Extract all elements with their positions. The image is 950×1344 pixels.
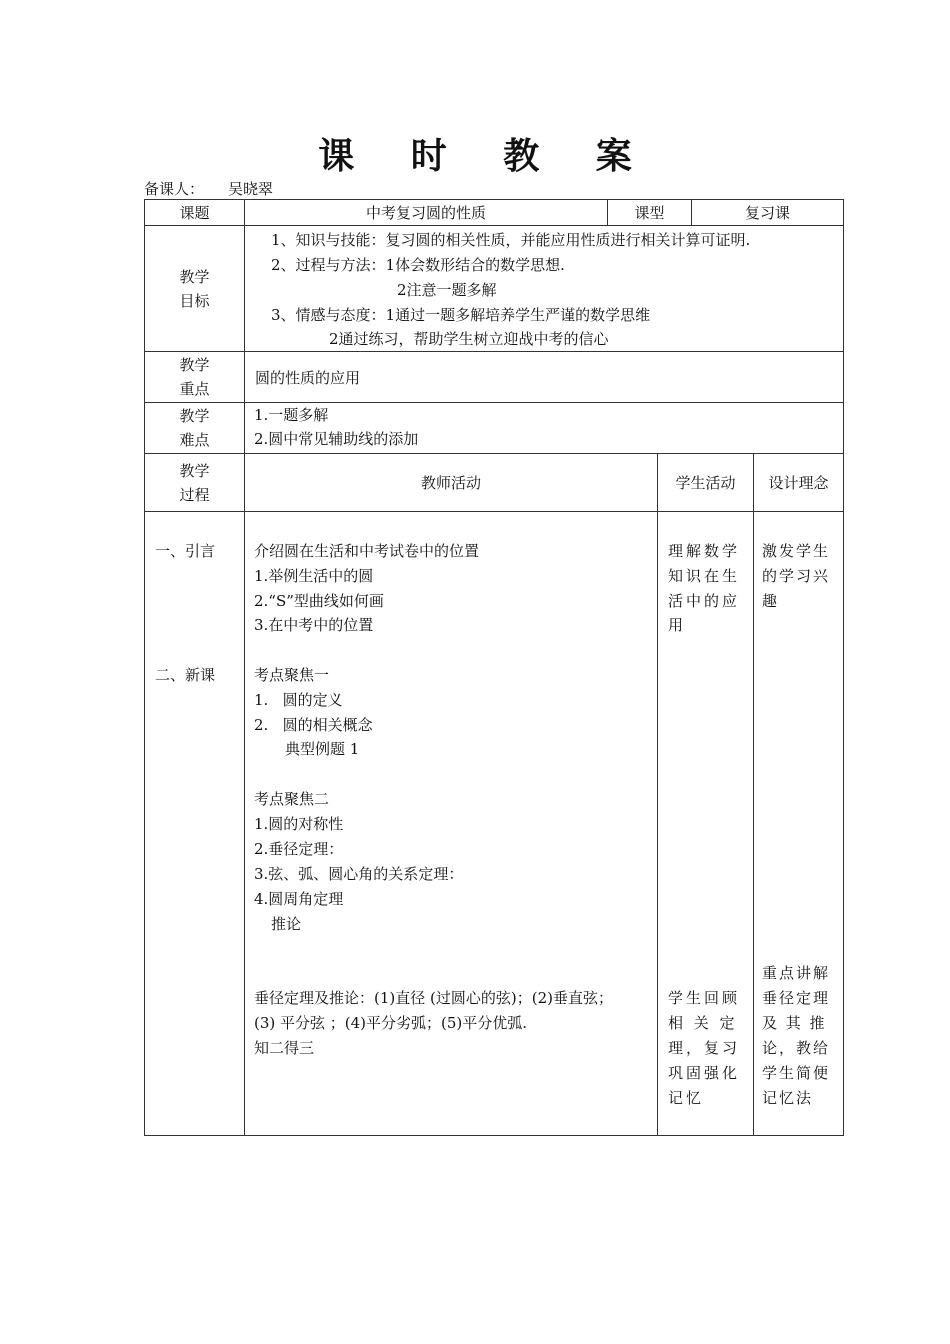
- difficulty-line: 2.圆中常见辅助线的添加: [254, 430, 419, 448]
- process-sections: [145, 512, 245, 1135]
- goal-line: 3、情感与态度：1通过一题多解培养学生严谨的数学思维: [271, 306, 651, 324]
- teacher-line: 1.举例生活中的圆: [254, 567, 374, 585]
- teacher-line: 介绍圆在生活和中考试卷中的位置: [254, 542, 480, 560]
- student-line: 理，复习: [668, 1039, 741, 1057]
- author-label: 备课人：: [144, 180, 205, 198]
- difficulties-label: [145, 403, 245, 453]
- teacher-line: 3.弦、弧、圆心角的关系定理：: [254, 865, 464, 883]
- process-label: [145, 454, 245, 511]
- topic-row: [144, 199, 844, 226]
- author-line: [144, 178, 273, 199]
- difficulties-label-line: 教学: [179, 407, 210, 425]
- design-line: 垂径定理: [762, 989, 831, 1007]
- goals-content: [245, 226, 843, 351]
- key-points-label-line: 重点: [179, 380, 210, 398]
- type-value: 复习课: [744, 204, 790, 222]
- student-line: 用: [668, 616, 687, 634]
- teacher-line: 垂径定理及推论：(1)直径 (过圆心的弦)；(2)垂直弦；: [254, 989, 613, 1007]
- teacher-line: (3) 平分弦 ；(4)平分劣弧；(5)平分优弧.: [254, 1014, 528, 1032]
- difficulties-content: [245, 403, 843, 453]
- lesson-plan-table: [144, 199, 844, 1136]
- page-title: 课 时 教 案: [318, 135, 654, 177]
- difficulties-row: [144, 403, 844, 454]
- student-line: 巩固强化: [668, 1064, 741, 1082]
- teacher-line: 考点聚焦二: [254, 790, 330, 808]
- teacher-line: 2.垂径定理：: [254, 840, 344, 858]
- goals-label-line: 目标: [179, 291, 210, 310]
- key-points-label: [145, 352, 245, 402]
- difficulty-line: 1.一题多解: [254, 406, 329, 424]
- student-activity-header: 学生活动: [658, 454, 754, 511]
- topic-value: 中考复习圆的性质: [245, 200, 608, 225]
- goal-line: 2注意一题多解: [397, 281, 497, 299]
- design-line: 的学习兴: [762, 567, 831, 585]
- key-points-label-line: 教学: [179, 356, 210, 374]
- process-header-row: [144, 454, 844, 512]
- key-points-text: 圆的性质的应用: [255, 368, 361, 387]
- design-idea-content: [754, 512, 843, 1135]
- teacher-line: 典型例题 1: [285, 740, 360, 758]
- teacher-line: 知二得三: [254, 1039, 315, 1057]
- teacher-line: 2. 圆的相关概念: [254, 716, 373, 734]
- design-line: 重点讲解: [762, 964, 831, 982]
- goals-label: [145, 226, 245, 351]
- process-body-row: [144, 512, 844, 1136]
- design-line: 趣: [762, 592, 780, 610]
- process-label-line: 过程: [179, 485, 210, 504]
- section-new-lesson: 二、新课: [155, 666, 216, 684]
- design-line: 论，教给: [762, 1039, 831, 1057]
- teacher-line: 推论: [271, 915, 302, 933]
- goals-label-line: 教学: [179, 267, 210, 286]
- teacher-activity-header: 教师活动: [245, 454, 658, 511]
- teacher-line: 1.圆的对称性: [254, 815, 344, 833]
- student-line: 知识在生: [668, 567, 741, 585]
- teacher-line: 4.圆周角定理: [254, 890, 344, 908]
- section-intro: 一、引言: [155, 542, 216, 560]
- student-line: 相 关 定: [668, 1014, 738, 1032]
- design-idea-header: 设计理念: [768, 474, 829, 492]
- process-label-line: 教学: [179, 461, 210, 480]
- teacher-activity-content: [245, 512, 658, 1135]
- design-line: 学生简便: [762, 1064, 831, 1082]
- author-name: 吴晓翠: [228, 180, 274, 198]
- design-line: 及 其 推: [762, 1014, 827, 1032]
- goals-row: [144, 226, 844, 352]
- teacher-line: 3.在中考中的位置: [254, 616, 374, 634]
- topic-label: 课题: [145, 200, 245, 225]
- difficulties-label-line: 难点: [179, 431, 210, 449]
- teacher-line: 1. 圆的定义: [254, 691, 343, 709]
- key-points-row: [144, 352, 844, 403]
- type-label: 课型: [608, 200, 692, 225]
- student-activity-content: [658, 512, 754, 1135]
- goal-line: 2、过程与方法：1体会数形结合的数学思想.: [271, 256, 565, 274]
- design-line: 记忆法: [762, 1089, 814, 1107]
- design-line: 激发学生: [762, 542, 831, 560]
- goal-line: 2通过练习，帮助学生树立迎战中考的信心: [329, 330, 609, 348]
- student-line: 活中的应: [668, 592, 741, 610]
- teacher-line: 2.“S”型曲线如何画: [254, 592, 384, 610]
- student-line: 记忆: [668, 1089, 705, 1107]
- student-line: 理解数学: [668, 542, 741, 560]
- student-line: 学生回顾: [668, 989, 741, 1007]
- teacher-line: 考点聚焦一: [254, 666, 330, 684]
- goal-line: 1、知识与技能：复习圆的相关性质，并能应用性质进行相关计算可证明.: [271, 231, 751, 249]
